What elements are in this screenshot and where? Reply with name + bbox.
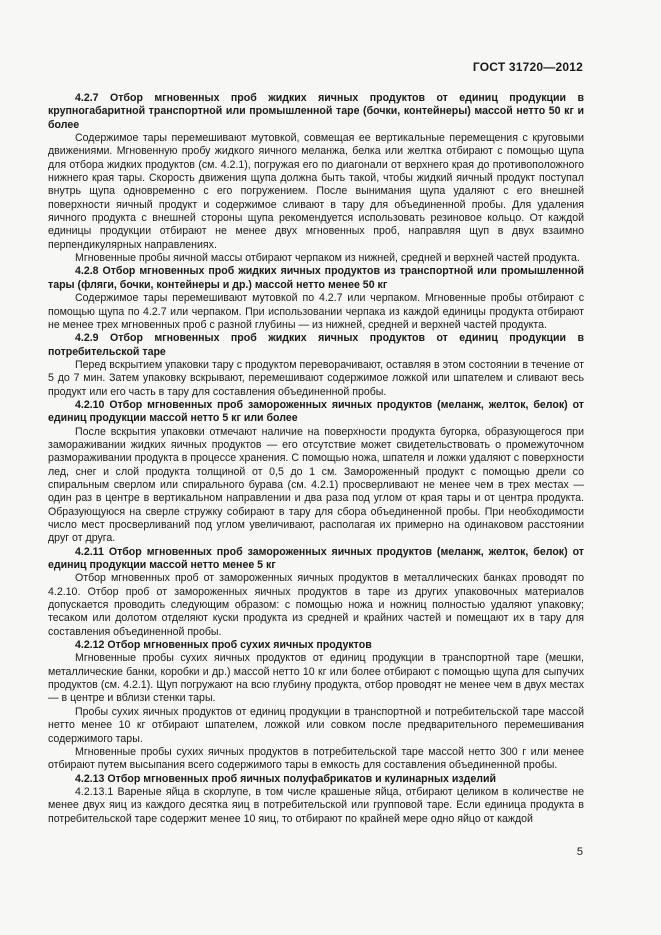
section-heading-4-2-10: 4.2.10 Отбор мгновенных проб замороженных яичных продуктов (меланж, желток, белок) от единиц продукции массой нетто 5 кг или более: [48, 398, 584, 425]
section-heading-4-2-8: 4.2.8 Отбор мгновенных проб жидких яичных продуктов из транспортной или промышленной тары (фляги, бочки, контейнеры и др.) массой нетто менее 50 кг: [48, 265, 584, 291]
paragraph: Мгновенные пробы яичной массы отбирают черпаком из нижней, средней и верхней частей продукта.: [75, 252, 580, 265]
paragraph: Отбор мгновенных проб от замороженных яичных продуктов в металлических банках проводят по 4.2.10. Отбор проб от замороженных яичных продуктов в таре из других упаковочных материалов допускается проводить следующим образом: с помощью ножа и ножниц полностью удаляют упаковку; тесаком или долотом отделяют куски продукта из средней и крайних частей и помещают их в тару для составления объединенной пробы.: [48, 572, 584, 638]
paragraph: После вскрытия упаковки отмечают наличие на поверхности продукта бугорка, образующегося при замораживании жидких яичных продуктов — его отсутствие может свидетельствовать о промежуточном размораживании продукта в процессе хранения. С помощью ножа, шпателя и ложки удаляют с поверхности лед, снег и слой продукта толщиной от 0,5 до 1 см. Замороженный продукт с помощью дрели со спиральным сверлом или спирального бурава (см. 4.2.1) просверливают не менее чем в трех местах — один раз в центре в вертикальном направлении и два раза под углом от края тары и от центра продукта. Образующуюся на сверле стружку собирают в тару для сбора объединенной пробы. При необходимости число мест просверливаний под углом увеличивают, располагая их примерно на одинаковом расстоянии друг от друга.: [48, 425, 584, 545]
section-heading-4-2-12: 4.2.12 Отбор мгновенных проб сухих яичных продуктов: [75, 639, 372, 652]
page-number: 5: [576, 846, 583, 858]
paragraph: Содержимое тары перемешивают мутовкой по 4.2.7 или черпаком. Мгновенные пробы отбирают с помощью щупа по 4.2.7 или черпаком. При использовании черпака из каждой единицы продукта отбирают не менее трех мгновенных проб с разной глубины — из нижней, средней и верхней частей продукта.: [48, 292, 584, 331]
paragraph: Содержимое тары перемешивают мутовкой, совмещая ее вертикальные перемещения с круговыми движениями. Мгновенную пробу жидкого яичного меланжа, белка или желтка отбирают с помощью щупа для отбора жидких продуктов (см. 4.2.1), погружая его по диагонали от верхнего края до противоположного нижнего края тары. Скорость движения щупа должна быть такой, чтобы жидкий яичный продукт поступал внутрь щупа одновременно с его погружением. После вынимания щупа удаляют с его внешней поверхности яичный продукт и содержимое сливают в тару для объединенной пробы. Для удаления яичного продукта с внешней стороны щупа рекомендуется использовать резиновое кольцо. От каждой единицы продукции отбирают не менее двух мгновенных проб, направляя щуп в двух взаимно перпендикулярных направлениях.: [48, 132, 584, 251]
paragraph: Мгновенные пробы сухих яичных продуктов в потребительской таре массой нетто 300 г или менее отбирают путем высыпания всего содержимого тары в емкость для составления объединенной пробы.: [48, 745, 584, 772]
section-heading-4-2-11: 4.2.11 Отбор мгновенных проб замороженных яичных продуктов (меланж, желток, белок) от единиц продукции массой нетто менее 5 кг: [48, 545, 584, 572]
section-heading-4-2-9: 4.2.9 Отбор мгновенных проб жидких яичных продуктов от единиц продукции в потребительской таре: [48, 332, 584, 358]
paragraph: Перед вскрытием упаковки тару с продуктом переворачивают, оставляя в этом состоянии в течение от 5 до 7 мин. Затем упаковку вскрывают, перемешивают содержимое ложкой или шпателем и сливают весь продукт или его часть в тару для составления объединенной пробы.: [48, 358, 584, 398]
paragraph: Мгновенные пробы сухих яичных продуктов от единиц продукции в транспортной таре (мешки, металлические банки, коробки и др.) массой нетто 10 кг или более отбирают с помощью щупа для сыпучих продуктов (см. 4.2.1). Щуп погружают на всю глубину продукта, отбор проводят не менее чем в двух местах — в центре и вблизи стенки тары.: [48, 652, 584, 705]
section-heading-4-2-7: 4.2.7 Отбор мгновенных проб жидких яичных продуктов от единиц продукции в крупногабаритной транспортной или промышленной таре (бочки, контейнеры) массой нетто 50 кг и более: [48, 92, 584, 131]
paragraph: 4.2.13.1 Вареные яйца в скорлупе, в том числе крашеные яйца, отбирают целиком в количестве не менее двух яиц из каждого десятка яиц в потребительской или групповой таре. Если единица продукта в потребительской таре содержит менее 10 яиц, то отбирают по крайней мере одно яйцо от каждой: [48, 785, 584, 825]
section-heading-4-2-13: 4.2.13 Отбор мгновенных проб яичных полуфабрикатов и кулинарных изделий: [75, 772, 497, 785]
document-body: [48, 92, 584, 826]
document-header: ГОСТ 31720—2012: [472, 60, 583, 74]
paragraph: Пробы сухих яичных продуктов от единиц продукции в транспортной и потребительской таре массой нетто менее 10 кг отбирают шпателем, ложкой или совком после предварительного перемешивания содержимого тары.: [48, 705, 584, 745]
